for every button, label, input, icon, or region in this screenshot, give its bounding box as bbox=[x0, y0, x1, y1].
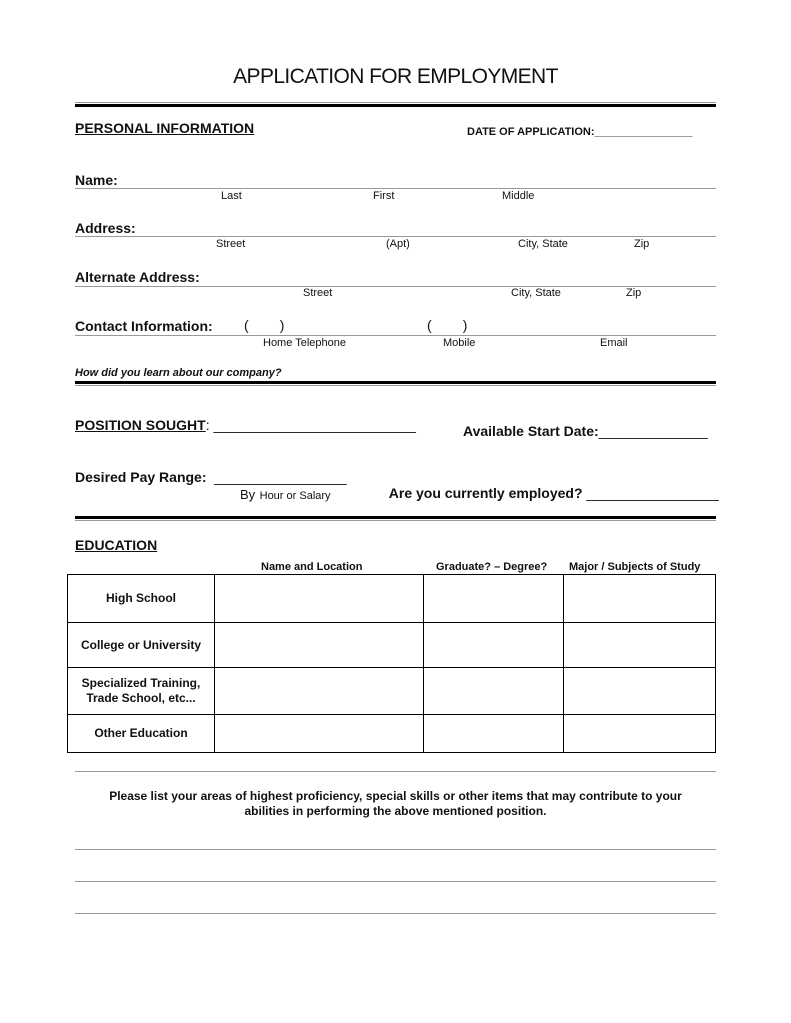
college-major-cell[interactable] bbox=[564, 623, 716, 668]
mobile-sublabel: Mobile bbox=[443, 337, 476, 349]
address-apt-sublabel: (Apt) bbox=[386, 238, 410, 250]
alt-address-city-state-sublabel: City, State bbox=[511, 287, 561, 299]
form-title: APPLICATION FOR EMPLOYMENT bbox=[233, 65, 558, 88]
education-row-label-cell bbox=[68, 623, 215, 668]
education-row-label: Specialized Training, bbox=[81, 676, 201, 690]
position-sought[interactable] bbox=[75, 417, 416, 433]
pay-by-text: By bbox=[240, 487, 256, 502]
college-name-location-cell[interactable] bbox=[215, 623, 424, 668]
training-name-location-cell[interactable] bbox=[215, 668, 424, 715]
education-row-label-cell bbox=[68, 575, 215, 623]
contact-info-label: Contact Information: bbox=[75, 318, 213, 334]
other-education-name-location-cell[interactable] bbox=[215, 715, 424, 753]
address-field-line[interactable] bbox=[75, 236, 716, 237]
table-row bbox=[68, 575, 716, 623]
pay-basis-sublabel bbox=[240, 486, 331, 504]
name-field-line[interactable] bbox=[75, 188, 716, 189]
name-middle-sublabel: Middle bbox=[502, 190, 535, 202]
available-start-date[interactable] bbox=[463, 423, 708, 439]
currently-employed-label: Are you currently employed? bbox=[388, 485, 583, 501]
pay-hour-salary-text: Hour or Salary bbox=[259, 490, 331, 502]
available-start-date-blank[interactable]: ______________ bbox=[598, 423, 708, 439]
email-sublabel: Email bbox=[600, 337, 628, 349]
table-row bbox=[68, 715, 716, 753]
name-first-sublabel: First bbox=[373, 190, 395, 202]
home-telephone-sublabel: Home Telephone bbox=[263, 337, 346, 349]
currently-employed[interactable] bbox=[381, 469, 719, 501]
name-label: Name: bbox=[75, 172, 118, 188]
education-row-label-cell bbox=[68, 715, 215, 753]
education-col-name-location: Name and Location bbox=[261, 561, 363, 573]
education-row-label: College or University bbox=[80, 637, 202, 652]
education-row-label: Other Education bbox=[94, 726, 188, 740]
skills-prompt-line-1: Please list your areas of highest proficiency, special skills or other items that may contribute to your bbox=[109, 789, 682, 803]
alt-address-label: Alternate Address: bbox=[75, 269, 200, 285]
learn-about-company-label: How did you learn about our company? bbox=[75, 367, 282, 379]
education-col-major: Major / Subjects of Study bbox=[569, 561, 701, 573]
alt-address-field-line[interactable] bbox=[75, 286, 716, 287]
skills-prompt bbox=[80, 789, 711, 819]
table-row bbox=[68, 668, 716, 715]
skills-divider bbox=[75, 771, 716, 772]
education-heading: EDUCATION bbox=[75, 537, 158, 553]
table-row bbox=[68, 623, 716, 668]
desired-pay-range-blank[interactable]: _________________ bbox=[214, 469, 347, 485]
desired-pay-range[interactable] bbox=[75, 469, 347, 485]
training-major-cell[interactable] bbox=[564, 668, 716, 715]
position-sought-label: POSITION SOUGHT bbox=[75, 417, 206, 433]
date-of-application[interactable] bbox=[467, 126, 692, 138]
alt-address-street-sublabel: Street bbox=[303, 287, 333, 299]
education-table bbox=[67, 574, 716, 753]
available-start-date-label: Available Start Date: bbox=[463, 423, 599, 439]
address-label: Address: bbox=[75, 220, 136, 236]
training-degree-cell[interactable] bbox=[424, 668, 564, 715]
skills-answer-line-3[interactable] bbox=[75, 913, 716, 914]
high-school-name-location-cell[interactable] bbox=[215, 575, 424, 623]
contact-field-line[interactable] bbox=[75, 335, 716, 336]
address-zip-sublabel: Zip bbox=[634, 238, 650, 250]
section-divider-1 bbox=[75, 381, 716, 386]
address-city-state-sublabel: City, State bbox=[518, 238, 568, 250]
skills-answer-line-1[interactable] bbox=[75, 849, 716, 850]
education-col-graduate-degree: Graduate? – Degree? bbox=[436, 561, 548, 573]
skills-prompt-line-2: abilities in performing the above mentioned position. bbox=[244, 804, 547, 818]
high-school-degree-cell[interactable] bbox=[424, 575, 564, 623]
date-of-application-blank[interactable]: ________________ bbox=[594, 126, 693, 138]
address-street-sublabel: Street bbox=[216, 238, 246, 250]
college-degree-cell[interactable] bbox=[424, 623, 564, 668]
home-phone-area-code[interactable]: ( ) bbox=[244, 317, 285, 333]
education-row-label-line2: Trade School, etc... bbox=[86, 691, 196, 705]
alt-address-zip-sublabel: Zip bbox=[626, 287, 642, 299]
mobile-area-code[interactable]: ( ) bbox=[427, 317, 468, 333]
skills-answer-line-2[interactable] bbox=[75, 881, 716, 882]
high-school-major-cell[interactable] bbox=[564, 575, 716, 623]
other-education-degree-cell[interactable] bbox=[424, 715, 564, 753]
title-divider bbox=[75, 102, 716, 107]
education-row-label: High School bbox=[106, 591, 176, 605]
other-education-major-cell[interactable] bbox=[564, 715, 716, 753]
name-last-sublabel: Last bbox=[221, 190, 242, 202]
desired-pay-range-label: Desired Pay Range: bbox=[75, 469, 207, 485]
personal-info-heading: PERSONAL INFORMATION bbox=[75, 120, 255, 136]
section-divider-2 bbox=[75, 516, 716, 521]
currently-employed-blank[interactable]: _________________ bbox=[582, 485, 719, 501]
date-of-application-label: DATE OF APPLICATION: bbox=[467, 126, 595, 138]
education-row-label-cell bbox=[68, 668, 215, 715]
position-sought-blank[interactable]: : __________________________ bbox=[205, 417, 416, 433]
